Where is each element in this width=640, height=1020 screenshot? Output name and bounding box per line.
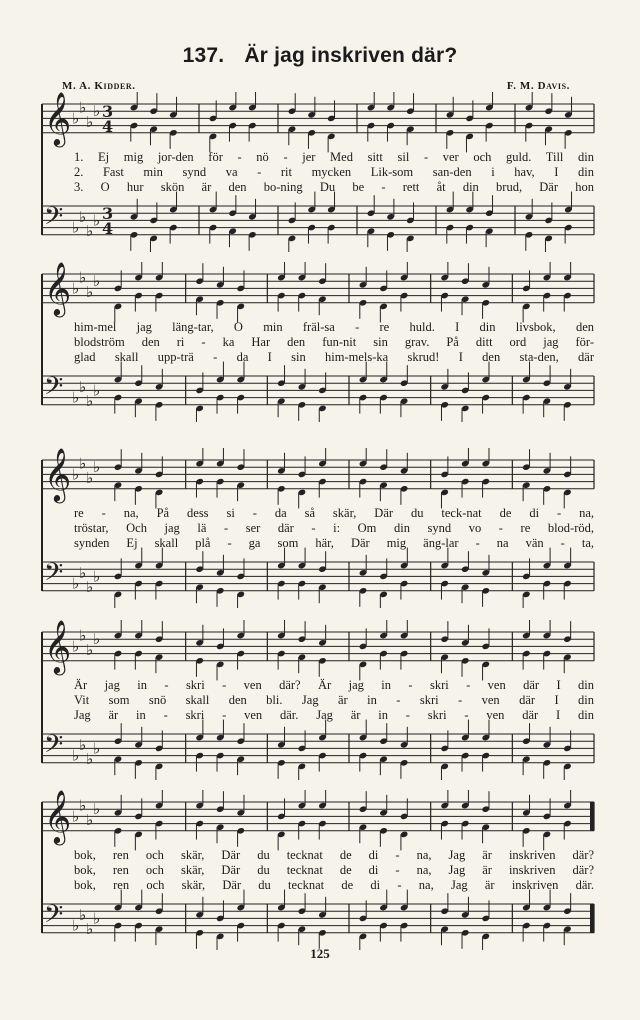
flat-sign-icon: ♭: [79, 735, 87, 754]
flat-sign-icon: ♭: [72, 465, 80, 484]
music-credit: F. M. Davis.: [506, 80, 570, 92]
time-signature-top: 3: [102, 204, 114, 223]
lyric-line-verse-2: bok, ren och skär, Där du tecknat de di - na, Jag är inskriven där?: [74, 863, 594, 877]
treble-clef-icon: 𝄞: [44, 92, 72, 145]
lyric-line-verse-1: bok, ren och skär, Där du tecknat de di - na, Jag är inskriven där?: [74, 848, 594, 862]
time-signature-bottom: 4: [102, 117, 114, 136]
treble-clef-icon: 𝄞: [44, 790, 72, 843]
flat-sign-icon: ♭: [86, 392, 94, 411]
lyric-line-verse-2: 2. Fast min synd va - rit mycken Lik-som san-den i hav, I din: [74, 165, 594, 179]
bass-clef-icon: 𝄢: [44, 730, 64, 765]
flat-sign-icon: ♭: [93, 458, 101, 477]
flat-sign-icon: ♭: [79, 98, 87, 117]
flat-sign-icon: ♭: [72, 574, 80, 593]
music-system: [36, 790, 596, 950]
hymn-title-line: [0, 44, 640, 68]
treble-clef-icon: 𝄞: [44, 620, 72, 673]
treble-clef-icon: 𝄞: [44, 448, 72, 501]
bass-clef-icon: 𝄢: [44, 558, 64, 593]
flat-sign-icon: ♭: [93, 102, 101, 121]
final-bar-line: [590, 904, 594, 933]
bass-clef-icon: 𝄢: [44, 202, 64, 237]
final-bar-line: [590, 802, 594, 831]
flat-sign-icon: ♭: [93, 567, 101, 586]
treble-clef-icon: 𝄞: [44, 262, 72, 315]
flat-sign-icon: ♭: [86, 222, 94, 241]
treble-staff: [42, 790, 594, 850]
words-credit: M. A. Kidder.: [62, 80, 136, 92]
flat-sign-icon: ♭: [93, 272, 101, 291]
flat-sign-icon: ♭: [93, 739, 101, 758]
music-system: [36, 262, 596, 422]
bass-staff: [42, 548, 594, 608]
flat-sign-icon: ♭: [93, 630, 101, 649]
flat-sign-icon: ♭: [93, 211, 101, 230]
lyric-line-verse-1: 1. Ej mig jor-den för - nö - jer Med sitt sil - ver och guld. Till din: [74, 150, 594, 164]
flat-sign-icon: ♭: [79, 377, 87, 396]
flat-sign-icon: ♭: [79, 207, 87, 226]
flat-sign-icon: ♭: [72, 218, 80, 237]
bass-clef-icon: 𝄢: [44, 372, 64, 407]
hymn-title: Är jag inskriven där?: [244, 44, 458, 67]
flat-sign-icon: ♭: [72, 109, 80, 128]
music-system: [36, 448, 596, 608]
lyric-line-verse-2: Vit som snö skall den bli. Jag är in - skri - ven där I din: [74, 693, 594, 707]
flat-sign-icon: ♭: [86, 920, 94, 939]
lyric-line-verse-1: him-mel jag läng-tar, O min fräl-sa - re huld. I din livsbok, den: [74, 320, 594, 334]
bass-clef-icon: 𝄢: [44, 900, 64, 935]
hymn-number: 137.: [182, 44, 225, 67]
flat-sign-icon: ♭: [72, 807, 80, 826]
treble-staff: [42, 448, 594, 508]
time-signature-top: 3: [102, 102, 114, 121]
flat-sign-icon: ♭: [86, 750, 94, 769]
flat-sign-icon: ♭: [72, 746, 80, 765]
music-system: [36, 92, 596, 252]
lyric-line-verse-1: re - na, På dess si - da så skär, Där du teck-nat de di - na,: [74, 506, 594, 520]
bass-staff: [42, 720, 594, 780]
bass-staff: [42, 362, 594, 422]
flat-sign-icon: ♭: [93, 381, 101, 400]
treble-staff: [42, 262, 594, 322]
page-number: 125: [310, 946, 330, 961]
flat-sign-icon: ♭: [72, 279, 80, 298]
lyric-line-verse-3: synden Ej skall plå - ga som här, Där mig äng-lar - na vän - ta,: [74, 536, 594, 550]
treble-staff: [42, 620, 594, 680]
lyric-line-verse-1: Är jag in - skri - ven där? Är jag in - skri - ven där I din: [74, 678, 594, 692]
flat-sign-icon: ♭: [86, 578, 94, 597]
flat-sign-icon: ♭: [86, 469, 94, 487]
flat-sign-icon: ♭: [79, 796, 87, 815]
lyric-line-verse-3: 3. O hur skön är den bo-ning Du be - rett åt din brud, Där hon: [74, 180, 594, 194]
lyric-line-verse-3: bok, ren och skär, Där du tecknat de di - na, Jag är inskriven där.: [74, 878, 594, 892]
flat-sign-icon: ♭: [79, 268, 87, 287]
flat-sign-icon: ♭: [93, 909, 101, 928]
flat-sign-icon: ♭: [86, 641, 94, 659]
treble-staff: [42, 92, 594, 152]
lyric-line-verse-3: glad skall upp-trä - da I sin him-mels-ka skrud! I den sta-den, där: [74, 350, 594, 364]
flat-sign-icon: ♭: [86, 113, 94, 131]
music-system: [36, 620, 596, 780]
lyric-line-verse-2: blodström den ri - ka Har den fun-nit sin grav. På ditt ord jag för-: [74, 335, 594, 349]
flat-sign-icon: ♭: [72, 916, 80, 935]
lyric-line-verse-2: tröstar, Och jag lä - ser där - i: Om din synd vo - re blod-röd,: [74, 521, 594, 535]
flat-sign-icon: ♭: [93, 800, 101, 819]
time-signature-bottom: 4: [102, 219, 114, 238]
flat-sign-icon: ♭: [72, 637, 80, 656]
flat-sign-icon: ♭: [79, 563, 87, 582]
lyric-line-verse-3: Jag är in - skri - ven där. Jag är in - skri - ven där I din: [74, 708, 594, 722]
flat-sign-icon: ♭: [79, 905, 87, 924]
flat-sign-icon: ♭: [86, 283, 94, 301]
flat-sign-icon: ♭: [86, 811, 94, 829]
flat-sign-icon: ♭: [79, 454, 87, 473]
flat-sign-icon: ♭: [72, 388, 80, 407]
bass-staff: [42, 890, 594, 950]
flat-sign-icon: ♭: [79, 626, 87, 645]
bass-staff: [42, 192, 594, 252]
